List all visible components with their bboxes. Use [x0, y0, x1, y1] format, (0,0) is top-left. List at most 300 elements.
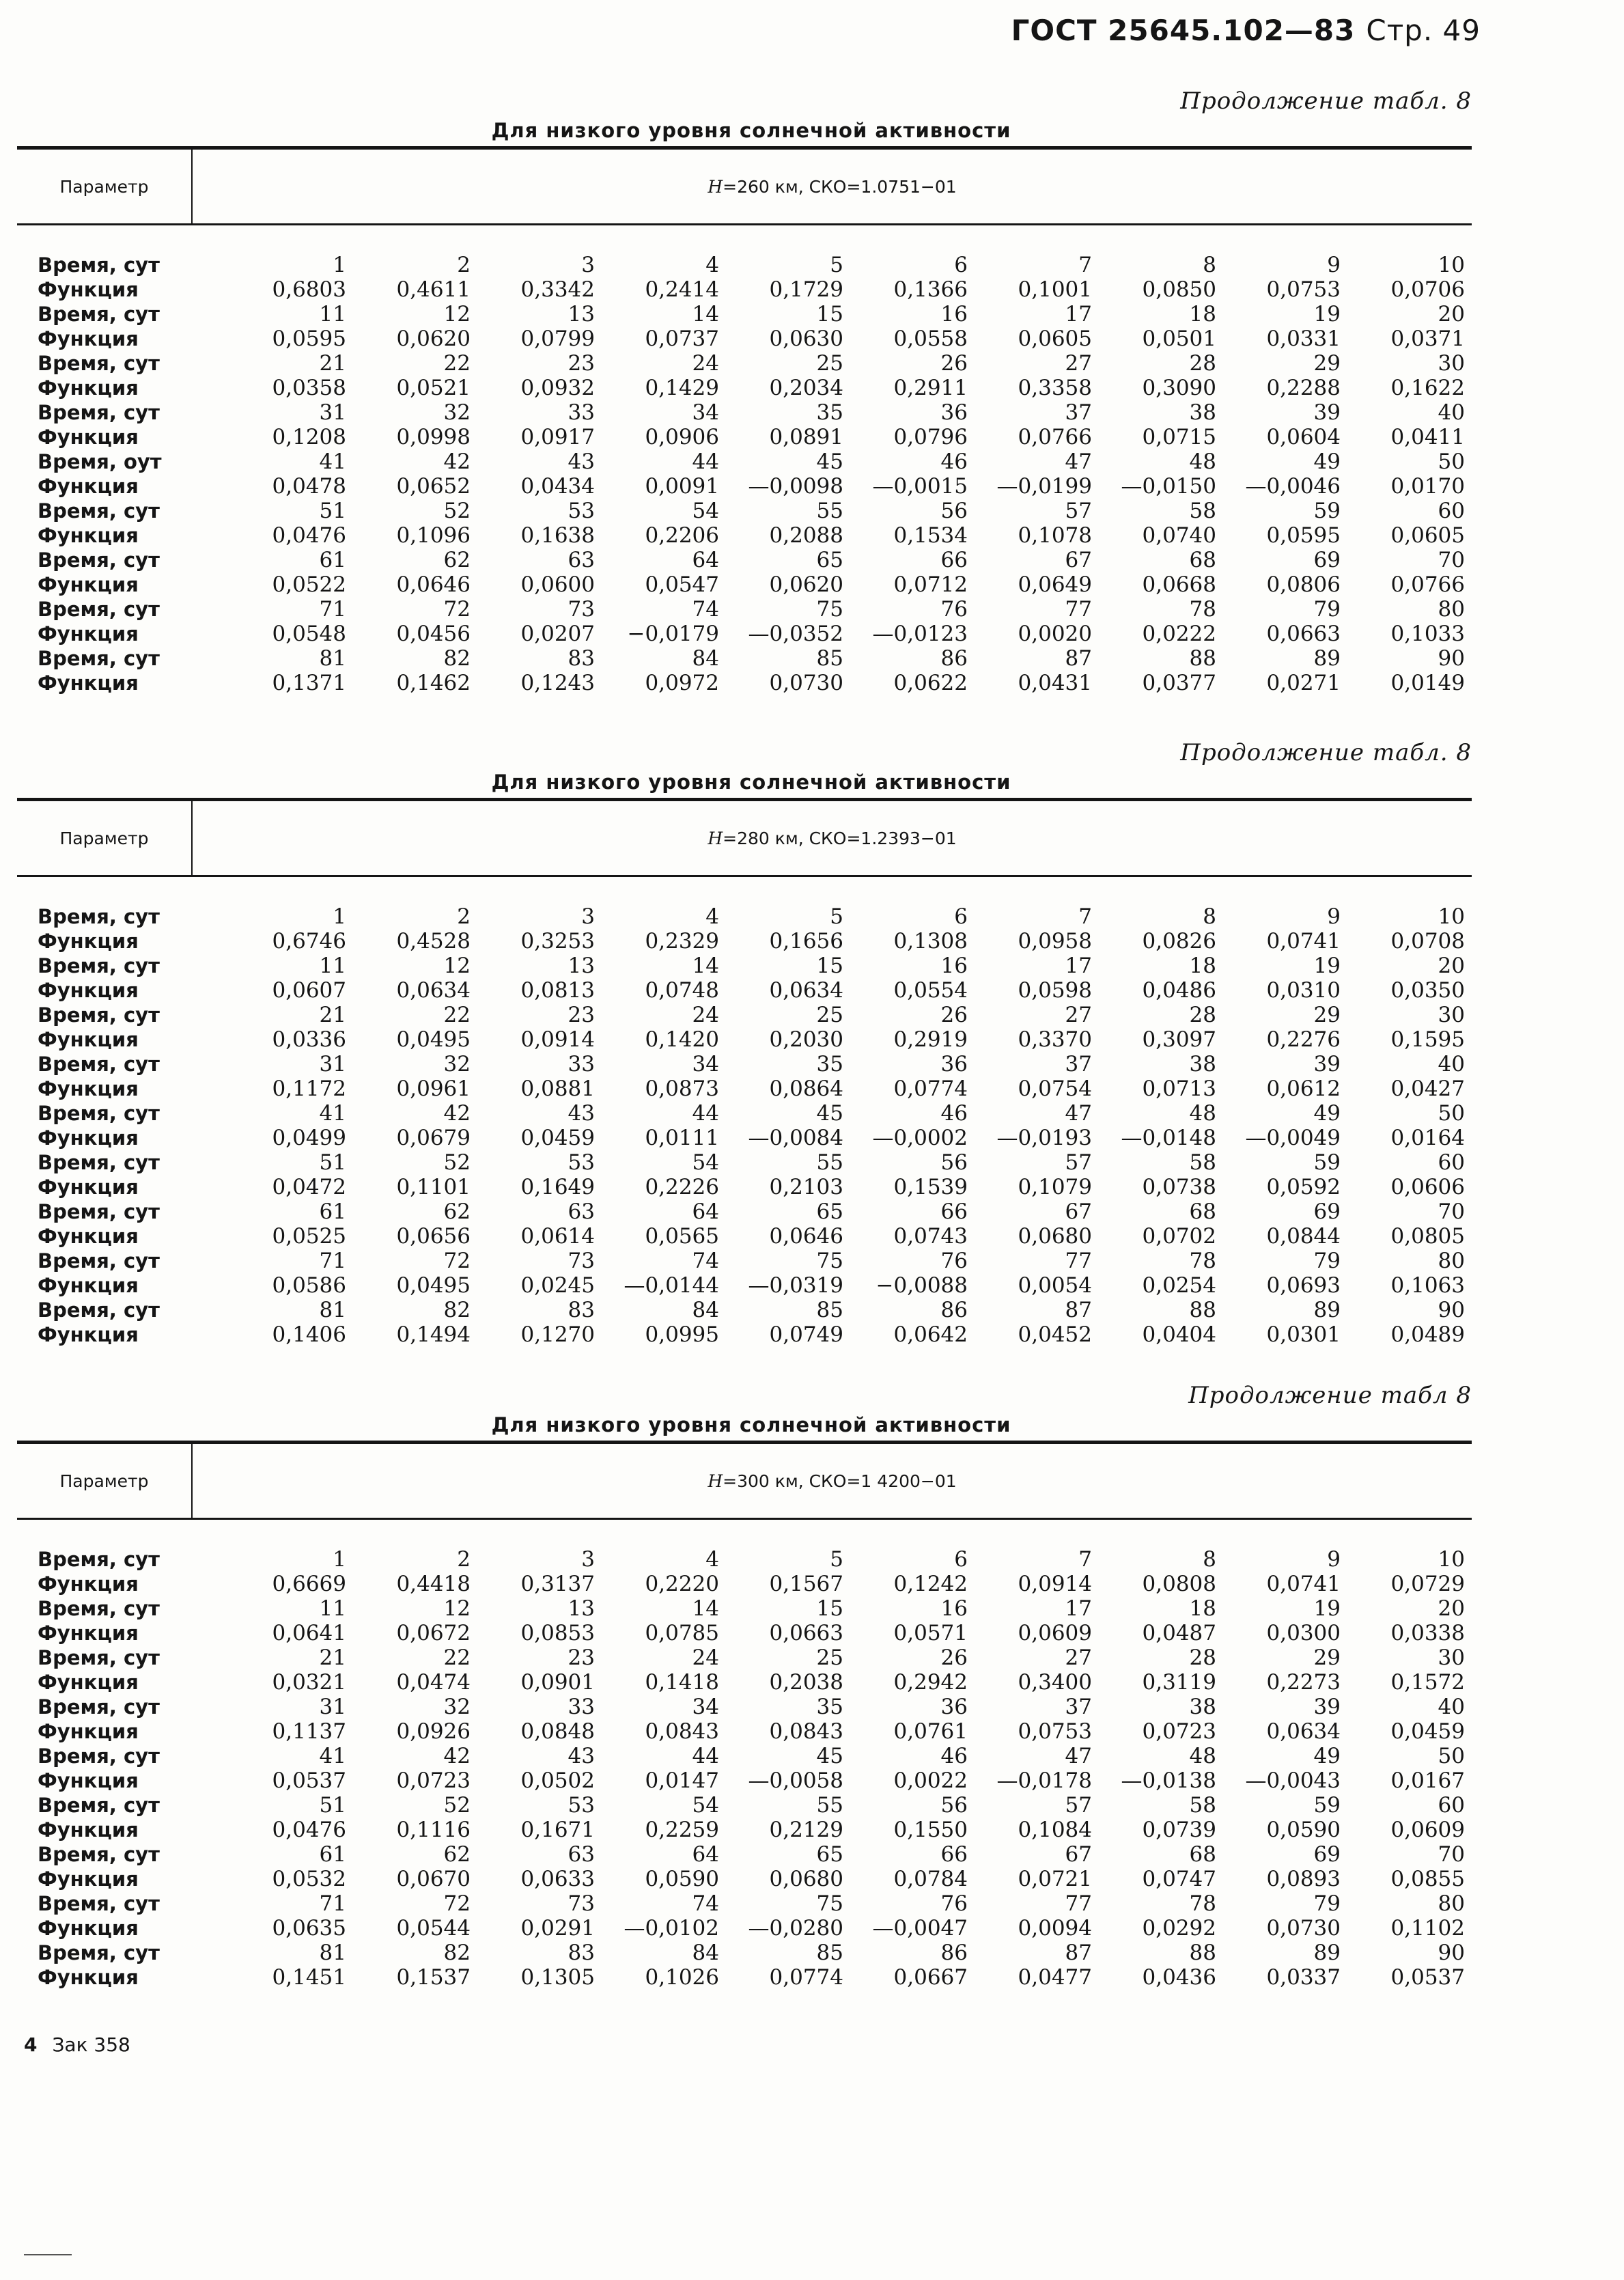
- table-cell: 9: [1327, 1547, 1341, 1572]
- table-cell: 22: [443, 351, 471, 376]
- table-cell: 0,0663: [769, 1621, 843, 1645]
- table-cell: 0,0893: [1266, 1867, 1341, 1891]
- table-cell: 0,1172: [272, 1076, 346, 1101]
- table-cell: 0,1567: [769, 1572, 843, 1596]
- table-cell: 58: [1189, 1793, 1216, 1818]
- table-cell: 79: [1313, 1891, 1341, 1916]
- table-cell: 0,0605: [1018, 326, 1092, 351]
- table-cell: 0,1033: [1390, 622, 1465, 646]
- table-cell: 15: [816, 954, 843, 978]
- table-cell: 0,0721: [1018, 1867, 1092, 1891]
- table-cell: 46: [940, 1744, 968, 1768]
- table-cell: 81: [319, 646, 346, 671]
- table-cell: 0,0754: [1018, 1076, 1092, 1101]
- table-cell: 20: [1438, 302, 1465, 326]
- table-cell: 0,0474: [396, 1670, 471, 1695]
- table-cell: —0,0084: [748, 1126, 843, 1150]
- table-cell: 0,0548: [272, 622, 346, 646]
- row-label: Функция: [38, 671, 139, 695]
- table-body: [17, 253, 1472, 695]
- table-cell: 0,0300: [1266, 1621, 1341, 1645]
- table-cell: 30: [1438, 1003, 1465, 1027]
- table-cell: 0,0271: [1266, 671, 1341, 695]
- table-cell: 19: [1313, 1596, 1341, 1621]
- table-cell: 0,1305: [520, 1965, 595, 1990]
- table-cell: 0,2259: [645, 1818, 719, 1842]
- table-cell: 27: [1065, 1003, 1092, 1027]
- table-cell: 4: [705, 253, 719, 277]
- table-cell: 0,0476: [272, 523, 346, 548]
- table-header: [17, 798, 1472, 877]
- table-cell: 35: [816, 1052, 843, 1076]
- table-cell: 38: [1189, 1695, 1216, 1719]
- table-cell: 64: [692, 1842, 719, 1867]
- table-cell: 0,0620: [396, 326, 471, 351]
- table-cell: 0,0672: [396, 1621, 471, 1645]
- table-row: [17, 1547, 1472, 1572]
- table-cell: 69: [1313, 1842, 1341, 1867]
- table-row: [17, 929, 1472, 954]
- table-cell: 0,0606: [1390, 1175, 1465, 1199]
- table-cell: 48: [1189, 449, 1216, 474]
- table-row: [17, 400, 1472, 425]
- row-label: Функция: [38, 573, 139, 596]
- table-cell: 89: [1313, 1941, 1341, 1965]
- table-cell: 39: [1313, 1695, 1341, 1719]
- table-cell: 30: [1438, 1645, 1465, 1670]
- table-cell: 3: [581, 904, 595, 929]
- table-cell: 36: [940, 1052, 968, 1076]
- table-cell: 4: [705, 904, 719, 929]
- table-cell: 19: [1313, 302, 1341, 326]
- table-cell: 0,3090: [1142, 376, 1216, 400]
- table-cell: 0,0906: [645, 425, 719, 449]
- table-cell: 0,0522: [272, 572, 346, 597]
- table-cell: 0,0595: [272, 326, 346, 351]
- table-cell: 21: [319, 1003, 346, 1027]
- table-cell: 0,0609: [1390, 1818, 1465, 1842]
- table-cell: 90: [1438, 646, 1465, 671]
- table-cell: 0,4528: [396, 929, 471, 954]
- table-cell: 17: [1065, 954, 1092, 978]
- table-cell: 0,0799: [520, 326, 595, 351]
- table-body: [17, 1547, 1472, 1990]
- table-cell: 0,1418: [645, 1670, 719, 1695]
- table-cell: 0,0843: [645, 1719, 719, 1744]
- table-cell: 0,0806: [1266, 572, 1341, 597]
- table-cell: 0,1242: [893, 1572, 968, 1596]
- table-cell: 51: [319, 1150, 346, 1175]
- table-row: [17, 978, 1472, 1003]
- table-cell: 36: [940, 400, 968, 425]
- table-row: [17, 1916, 1472, 1941]
- altitude-symbol: H: [708, 176, 723, 197]
- page-footer: [24, 2033, 130, 2056]
- table-cell: 0,0712: [893, 572, 968, 597]
- table-cell: 42: [443, 1744, 471, 1768]
- table-cell: 0,2206: [645, 523, 719, 548]
- table-cell: 0,0600: [520, 572, 595, 597]
- table-cell: 56: [940, 1793, 968, 1818]
- table-cell: 62: [443, 1842, 471, 1867]
- table-cell: 0,0739: [1142, 1818, 1216, 1842]
- table-section-260: [17, 87, 1472, 695]
- table-cell: 0,0702: [1142, 1224, 1216, 1249]
- table-cell: 60: [1438, 1150, 1465, 1175]
- table-cell: 0,0723: [396, 1768, 471, 1793]
- table-row: [17, 1298, 1472, 1322]
- table-cell: 0,0291: [520, 1916, 595, 1941]
- table-cell: 33: [568, 400, 595, 425]
- altitude-params: =280 км, СКО=1.2393−01: [723, 828, 957, 848]
- table-cell: 0,0336: [272, 1027, 346, 1052]
- table-cell: 0,0649: [1018, 572, 1092, 597]
- row-label: Время, сут: [38, 1843, 160, 1866]
- row-label: Время, сут: [38, 1298, 160, 1322]
- table-cell: 49: [1313, 1744, 1341, 1768]
- row-label: Время, сут: [38, 1892, 160, 1915]
- row-label: Время, сут: [38, 548, 160, 572]
- row-label: Функция: [38, 1572, 139, 1596]
- row-label: Функция: [38, 327, 139, 350]
- table-cell: 0,1096: [396, 523, 471, 548]
- table-cell: 74: [692, 1891, 719, 1916]
- table-cell: 9: [1327, 904, 1341, 929]
- table-cell: 28: [1189, 1645, 1216, 1670]
- table-cell: 0,1102: [1390, 1916, 1465, 1941]
- table-cell: 59: [1313, 1150, 1341, 1175]
- table-row: [17, 474, 1472, 499]
- table-cell: 61: [319, 1199, 346, 1224]
- table-cell: 65: [816, 1842, 843, 1867]
- altitude-params: =260 км, СКО=1.0751−01: [723, 176, 957, 197]
- table-cell: 71: [319, 1891, 346, 1916]
- table-cell: 53: [568, 1793, 595, 1818]
- table-cell: 0,0826: [1142, 929, 1216, 954]
- table-cell: 0,1656: [769, 929, 843, 954]
- table-cell: 0,2911: [893, 376, 968, 400]
- table-cell: 59: [1313, 1793, 1341, 1818]
- table-cell: 0,0254: [1142, 1273, 1216, 1298]
- table-cell: 0,0537: [272, 1768, 346, 1793]
- table-cell: 0,1270: [520, 1322, 595, 1347]
- table-cell: 6: [954, 253, 968, 277]
- table-cell: 0,0708: [1390, 929, 1465, 954]
- table-cell: 0,0472: [272, 1175, 346, 1199]
- table-cell: 26: [940, 1003, 968, 1027]
- table-cell: 0,0020: [1018, 622, 1092, 646]
- table-cell: 6: [954, 904, 968, 929]
- table-cell: 0,0436: [1142, 1965, 1216, 1990]
- row-label: Время, сут: [38, 1151, 160, 1174]
- table-row: [17, 904, 1472, 929]
- table-cell: 0,0502: [520, 1768, 595, 1793]
- table-cell: 47: [1065, 1101, 1092, 1126]
- table-row: [17, 954, 1472, 978]
- table-cell: 0,0612: [1266, 1076, 1341, 1101]
- table-cell: 80: [1438, 597, 1465, 622]
- table-cell: —0,0046: [1245, 474, 1341, 499]
- table-cell: 47: [1065, 1744, 1092, 1768]
- table-cell: 0,2034: [769, 376, 843, 400]
- table-cell: 33: [568, 1052, 595, 1076]
- table-row: [17, 351, 1472, 376]
- table-cell: 0,2942: [893, 1670, 968, 1695]
- table-cell: 84: [692, 1298, 719, 1322]
- table-cell: 0,0805: [1390, 1224, 1465, 1249]
- table-cell: 52: [443, 1793, 471, 1818]
- table-cell: 0,0961: [396, 1076, 471, 1101]
- table-cell: —0,0199: [996, 474, 1092, 499]
- table-cell: 22: [443, 1645, 471, 1670]
- table-cell: 0,3342: [520, 277, 595, 302]
- page-number: Стр. 49: [1366, 14, 1481, 47]
- row-label: Функция: [38, 1720, 139, 1743]
- table-cell: 1: [333, 1547, 346, 1572]
- table-cell: 0,0478: [272, 474, 346, 499]
- table-cell: 0,0730: [769, 671, 843, 695]
- table-cell: 13: [568, 302, 595, 326]
- table-cell: 55: [816, 499, 843, 523]
- table-cell: —0,0015: [872, 474, 968, 499]
- table-cell: 0,4611: [396, 277, 471, 302]
- table-cell: 0,0850: [1142, 277, 1216, 302]
- row-label: Время, сут: [38, 303, 160, 326]
- table-cell: 0,6669: [272, 1572, 346, 1596]
- table-cell: 71: [319, 597, 346, 622]
- table-cell: 53: [568, 499, 595, 523]
- table-cell: 0,1595: [1390, 1027, 1465, 1052]
- table-cell: 0,0338: [1390, 1621, 1465, 1645]
- table-cell: 69: [1313, 548, 1341, 572]
- table-cell: 81: [319, 1298, 346, 1322]
- table-cell: 0,1638: [520, 523, 595, 548]
- table-cell: 4: [705, 1547, 719, 1572]
- table-cell: 35: [816, 400, 843, 425]
- row-label: Функция: [38, 622, 139, 645]
- table-cell: 0,0891: [769, 425, 843, 449]
- table-cell: 12: [443, 954, 471, 978]
- table-cell: 0,0748: [645, 978, 719, 1003]
- table-cell: 86: [940, 646, 968, 671]
- table-cell: 0,0170: [1390, 474, 1465, 499]
- table-cell: 57: [1065, 1150, 1092, 1175]
- table-cell: 0,0855: [1390, 1867, 1465, 1891]
- table-cell: 0,0609: [1018, 1621, 1092, 1645]
- table-cell: 90: [1438, 1298, 1465, 1322]
- table-cell: 35: [816, 1695, 843, 1719]
- row-label: Время, сут: [38, 1200, 160, 1223]
- table-cell: 0,0590: [645, 1867, 719, 1891]
- table-cell: 0,0741: [1266, 1572, 1341, 1596]
- row-label: Время, сут: [38, 1249, 160, 1273]
- table-cell: 0,0434: [520, 474, 595, 499]
- row-label: Время, сут: [38, 499, 160, 523]
- footer-order: Зак 358: [52, 2033, 130, 2056]
- table-cell: 0,0747: [1142, 1867, 1216, 1891]
- table-cell: 77: [1065, 597, 1092, 622]
- table-cell: 50: [1438, 1744, 1465, 1768]
- table-cell: 42: [443, 449, 471, 474]
- table-cell: 89: [1313, 1298, 1341, 1322]
- table-cell: 26: [940, 351, 968, 376]
- altitude-header: [193, 801, 1472, 875]
- table-header: [17, 146, 1472, 225]
- table-cell: 12: [443, 302, 471, 326]
- footer-number: 4: [24, 2033, 38, 2056]
- table-cell: 31: [319, 1695, 346, 1719]
- table-cell: 0,1494: [396, 1322, 471, 1347]
- table-cell: 0,0652: [396, 474, 471, 499]
- table-cell: 0,0525: [272, 1224, 346, 1249]
- table-cell: 34: [692, 1695, 719, 1719]
- table-cell: 0,0679: [396, 1126, 471, 1150]
- table-cell: 27: [1065, 351, 1092, 376]
- table-cell: 1: [333, 253, 346, 277]
- table-cell: 0,3400: [1018, 1670, 1092, 1695]
- table-cell: 85: [816, 646, 843, 671]
- table-cell: 16: [940, 302, 968, 326]
- table-row: [17, 548, 1472, 572]
- table-cell: 0,0499: [272, 1126, 346, 1150]
- table-cell: 0,0667: [893, 1965, 968, 1990]
- table-cell: 0,1622: [1390, 376, 1465, 400]
- table-cell: 0,0022: [893, 1768, 968, 1793]
- table-cell: 58: [1189, 499, 1216, 523]
- continuation-note: Продолжение табл 8: [1188, 1382, 1472, 1409]
- table-cell: 0,0487: [1142, 1621, 1216, 1645]
- table-cell: 70: [1438, 1199, 1465, 1224]
- table-cell: 0,0495: [396, 1273, 471, 1298]
- table-cell: 28: [1189, 1003, 1216, 1027]
- table-row: [17, 1249, 1472, 1273]
- table-cell: 75: [816, 597, 843, 622]
- table-cell: 66: [940, 548, 968, 572]
- table-cell: 0,0164: [1390, 1126, 1465, 1150]
- table-cell: 14: [692, 302, 719, 326]
- table-cell: 0,0633: [520, 1867, 595, 1891]
- table-cell: 0,0358: [272, 376, 346, 400]
- table-row: [17, 253, 1472, 277]
- table-cell: 0,1063: [1390, 1273, 1465, 1298]
- table-cell: 9: [1327, 253, 1341, 277]
- table-cell: —0,0123: [872, 622, 968, 646]
- row-label: Функция: [38, 1126, 139, 1150]
- table-cell: 0,0668: [1142, 572, 1216, 597]
- table-cell: 7: [1078, 253, 1092, 277]
- table-cell: 31: [319, 400, 346, 425]
- table-row: [17, 523, 1472, 548]
- table-cell: 0,0404: [1142, 1322, 1216, 1347]
- table-cell: 0,0614: [520, 1224, 595, 1249]
- table-cell: 0,1451: [272, 1965, 346, 1990]
- table-cell: 0,1243: [520, 671, 595, 695]
- table-cell: 85: [816, 1298, 843, 1322]
- table-cell: 0,0558: [893, 326, 968, 351]
- table-cell: 38: [1189, 400, 1216, 425]
- table-cell: 0,0901: [520, 1670, 595, 1695]
- table-cell: 34: [692, 400, 719, 425]
- table-cell: 0,0301: [1266, 1322, 1341, 1347]
- table-cell: 0,0813: [520, 978, 595, 1003]
- table-cell: 84: [692, 1941, 719, 1965]
- table-cell: 57: [1065, 1793, 1092, 1818]
- table-cell: 0,0111: [645, 1126, 719, 1150]
- row-label: Время, сут: [38, 647, 160, 670]
- table-row: [17, 1199, 1472, 1224]
- table-cell: 61: [319, 548, 346, 572]
- table-cell: 0,0222: [1142, 622, 1216, 646]
- table-cell: 0,0521: [396, 376, 471, 400]
- table-cell: 0,0431: [1018, 671, 1092, 695]
- table-cell: 0,1420: [645, 1027, 719, 1052]
- table-cell: 12: [443, 1596, 471, 1621]
- table-cell: 0,2276: [1266, 1027, 1341, 1052]
- table-cell: 13: [568, 1596, 595, 1621]
- table-cell: 0,0932: [520, 376, 595, 400]
- table-cell: 63: [568, 1842, 595, 1867]
- row-label: Функция: [38, 376, 139, 400]
- table-cell: 0,2329: [645, 929, 719, 954]
- table-row: [17, 1719, 1472, 1744]
- table-cell: 68: [1189, 1199, 1216, 1224]
- table-cell: 5: [830, 904, 843, 929]
- table-cell: 0,0486: [1142, 978, 1216, 1003]
- row-label: Функция: [38, 1622, 139, 1645]
- table-row: [17, 277, 1472, 302]
- table-cell: 0,1137: [272, 1719, 346, 1744]
- table-row: [17, 425, 1472, 449]
- table-row: [17, 449, 1472, 474]
- row-label: Время, сут: [38, 598, 160, 621]
- table-cell: 80: [1438, 1891, 1465, 1916]
- table-cell: 8: [1203, 253, 1216, 277]
- table-row: [17, 1965, 1472, 1990]
- row-label: Функция: [38, 426, 139, 449]
- row-label: Функция: [38, 524, 139, 547]
- table-cell: 1: [333, 904, 346, 929]
- row-label: Функция: [38, 1176, 139, 1199]
- table-cell: 68: [1189, 1842, 1216, 1867]
- table-cell: 87: [1065, 1298, 1092, 1322]
- table-cell: 14: [692, 954, 719, 978]
- table-cell: 55: [816, 1150, 843, 1175]
- row-label: Время, сут: [38, 905, 160, 928]
- table-cell: 66: [940, 1842, 968, 1867]
- row-label: Время, оут: [38, 450, 162, 473]
- row-label: Функция: [38, 1274, 139, 1297]
- table-cell: 67: [1065, 1199, 1092, 1224]
- table-cell: 0,0571: [893, 1621, 968, 1645]
- table-cell: 0,0646: [396, 572, 471, 597]
- table-cell: 0,0377: [1142, 671, 1216, 695]
- table-row: [17, 1768, 1472, 1793]
- table-section-300: [17, 1382, 1472, 1990]
- table-cell: 45: [816, 449, 843, 474]
- row-label: Функция: [38, 1671, 139, 1694]
- param-header: Параметр: [17, 1444, 193, 1518]
- table-cell: 0,0881: [520, 1076, 595, 1101]
- table-row: [17, 1101, 1472, 1126]
- table-cell: —0,0352: [748, 622, 843, 646]
- table-cell: 7: [1078, 904, 1092, 929]
- table-cell: 0,0310: [1266, 978, 1341, 1003]
- table-row: [17, 622, 1472, 646]
- table-cell: 0,0693: [1266, 1273, 1341, 1298]
- table-cell: —0,0102: [624, 1916, 719, 1941]
- table-cell: 0,0292: [1142, 1916, 1216, 1941]
- altitude-header: [193, 150, 1472, 223]
